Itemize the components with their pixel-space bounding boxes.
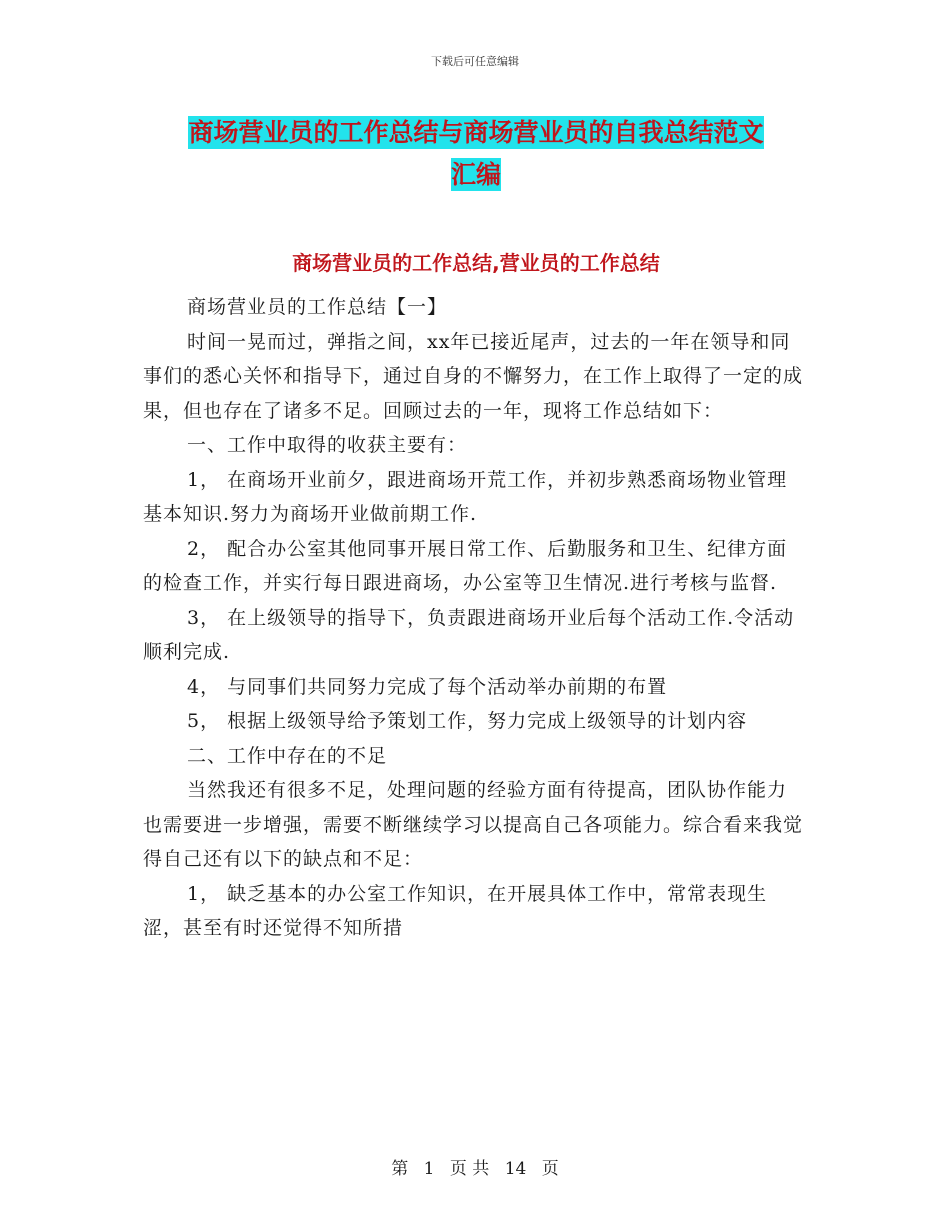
paragraph: 1， 在商场开业前夕，跟进商场开荒工作，并初步熟悉商场物业管理基本知识.努力为商场开业做前期工作. xyxy=(143,468,788,525)
paragraph: 4， 与同事们共同努力完成了每个活动举办前期的布置 xyxy=(187,675,668,698)
title-line-2: 汇编 xyxy=(450,160,501,189)
paragraph: 5， 根据上级领导给予策划工作，努力完成上级领导的计划内容 xyxy=(187,710,748,732)
title-line-1: 商场营业员的工作总结与商场营业员的自我总结范文 xyxy=(188,118,764,147)
page-number: 1 xyxy=(423,1159,435,1179)
footer-mid: 页 共 xyxy=(449,1159,490,1179)
paragraph: 商场营业员的工作总结【一】 xyxy=(187,296,448,318)
header-note: 下载后可任意编辑 xyxy=(431,55,519,68)
paragraph: 2， 配合办公室其他同事开展日常工作、后勤服务和卫生、纪律方面的检查工作，并实行每日跟进商场，办公室等卫生情况.进行考核与监督. xyxy=(143,537,788,594)
paragraph: 1， 缺乏基本的办公室工作知识，在开展具体工作中，常常表现生涩，甚至有时还觉得不知所措 xyxy=(143,882,768,939)
paragraph: 3， 在上级领导的指导下，负责跟进商场开业后每个活动工作.令活动顺利完成. xyxy=(143,606,795,663)
paragraph: 二、工作中存在的不足 xyxy=(187,744,388,767)
paragraph: 一、工作中取得的收获主要有： xyxy=(187,434,468,456)
section-title: 商场营业员的工作总结,营业员的工作总结 xyxy=(292,251,660,275)
document-title xyxy=(140,112,812,196)
page-total: 14 xyxy=(504,1159,527,1179)
page-footer xyxy=(0,1154,950,1179)
paragraph: 时间一晃而过，弹指之间，xx年已接近尾声，过去的一年在领导和同事们的悉心关怀和指导下，通过自身的不懈努力，在工作上取得了一定的成果，但也存在了诸多不足。回顾过去的一年，现将工作总结如下： xyxy=(143,330,804,422)
footer-suffix: 页 xyxy=(541,1159,559,1179)
paragraph: 当然我还有很多不足，处理问题的经验方面有待提高，团队协作能力也需要进一步增强，需要不断继续学习以提高自己各项能力。综合看来我觉得自己还有以下的缺点和不足： xyxy=(143,779,804,870)
document-body xyxy=(143,290,803,946)
footer-prefix: 第 xyxy=(391,1159,409,1179)
